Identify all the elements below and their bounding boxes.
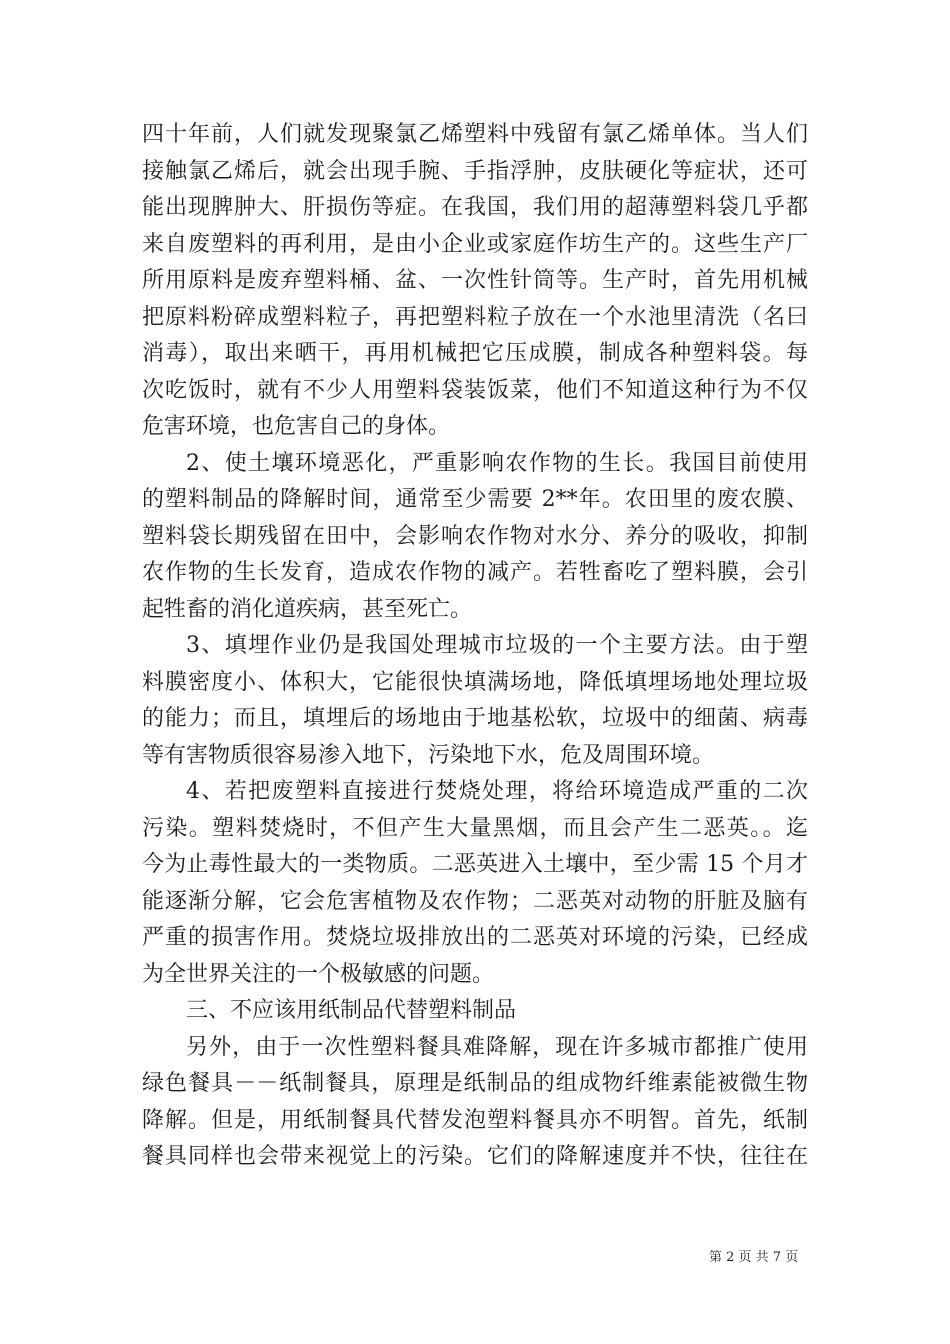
text-line: 餐具同样也会带来视觉上的污染。它们的降解速度并不快，往往在 xyxy=(142,1144,808,1169)
text-line: 所用原料是废弃塑料桶、盆、一次性针筒等。生产时，首先用机械 xyxy=(142,268,808,293)
text-line: 三、不应该用纸制品代替塑料制品 xyxy=(186,998,517,1023)
text-line: 能出现脾肿大、肝损伤等症。在我国，我们用的超薄塑料袋几乎都 xyxy=(142,195,808,220)
text-line: 四十年前，人们就发现聚氯乙烯塑料中残留有氯乙烯单体。当人们 xyxy=(142,122,808,147)
text-line: 消毒），取出来晒干，再用机械把它压成膜，制成各种塑料袋。每 xyxy=(142,341,808,366)
text-line: 接触氯乙烯后，就会出现手腕、手指浮肿，皮肤硬化等症状，还可 xyxy=(142,158,808,184)
page-number: 第 2 页 共 7 页 xyxy=(709,1250,799,1265)
text-line: 的能力；而且，填埋后的场地由于地基松软，垃圾中的细菌、病毒 xyxy=(142,706,808,731)
text-line: 料膜密度小、体积大，它能很快填满场地，降低填埋场地处理垃圾 xyxy=(142,669,808,695)
text-line: 农作物的生长发育，造成农作物的减产。若牲畜吃了塑料膜，会引 xyxy=(142,560,808,585)
text-line: 为全世界关注的一个极敏感的问题。 xyxy=(142,961,495,987)
text-line: 4、若把废塑料直接进行焚烧处理，将给环境造成严重的二次 xyxy=(186,779,808,804)
text-line: 绿色餐具－－纸制餐具，原理是纸制品的组成物纤维素能被微生物 xyxy=(142,1071,808,1096)
text-line: 今为止毒性最大的一类物质。二恶英进入土壤中，至少需 15 个月才 xyxy=(142,852,808,877)
text-line: 能逐渐分解，它会危害植物及农作物；二恶英对动物的肝脏及脑有 xyxy=(142,888,808,914)
text-line: 起牲畜的消化道疾病，甚至死亡。 xyxy=(142,596,473,622)
text-line: 污染。塑料焚烧时，不但产生大量黑烟，而且会产生二恶英。。迄 xyxy=(142,815,808,841)
text-line: 等有害物质很容易渗入地下，污染地下水，危及周围环境。 xyxy=(142,742,715,768)
text-line: 来自废塑料的再利用，是由小企业或家庭作坊生产的。这些生产厂 xyxy=(142,231,808,257)
document-body xyxy=(142,117,808,1176)
text-line: 严重的损害作用。焚烧垃圾排放出的二恶英对环境的污染，已经成 xyxy=(142,925,808,950)
text-line: 2、使土壤环境恶化，严重影响农作物的生长。我国目前使用 xyxy=(186,450,808,476)
text-line: 危害环境，也危害自己的身体。 xyxy=(142,414,451,439)
text-line: 降解。但是，用纸制餐具代替发泡塑料餐具亦不明智。首先，纸制 xyxy=(142,1107,808,1133)
text-line: 的塑料制品的降解时间，通常至少需要 2**年。农田里的废农膜、 xyxy=(142,487,808,512)
text-line: 另外，由于一次性塑料餐具难降解，现在许多城市都推广使用 xyxy=(186,1034,808,1060)
text-line: 塑料袋长期残留在田中，会影响农作物对水分、养分的吸收，抑制 xyxy=(142,523,808,549)
text-line: 3、填埋作业仍是我国处理城市垃圾的一个主要方法。由于塑 xyxy=(186,633,808,658)
text-line: 次吃饭时，就有不少人用塑料袋装饭菜，他们不知道这种行为不仅 xyxy=(142,377,808,403)
text-line: 把原料粉碎成塑料粒子，再把塑料粒子放在一个水池里清洗（名曰 xyxy=(142,304,808,330)
